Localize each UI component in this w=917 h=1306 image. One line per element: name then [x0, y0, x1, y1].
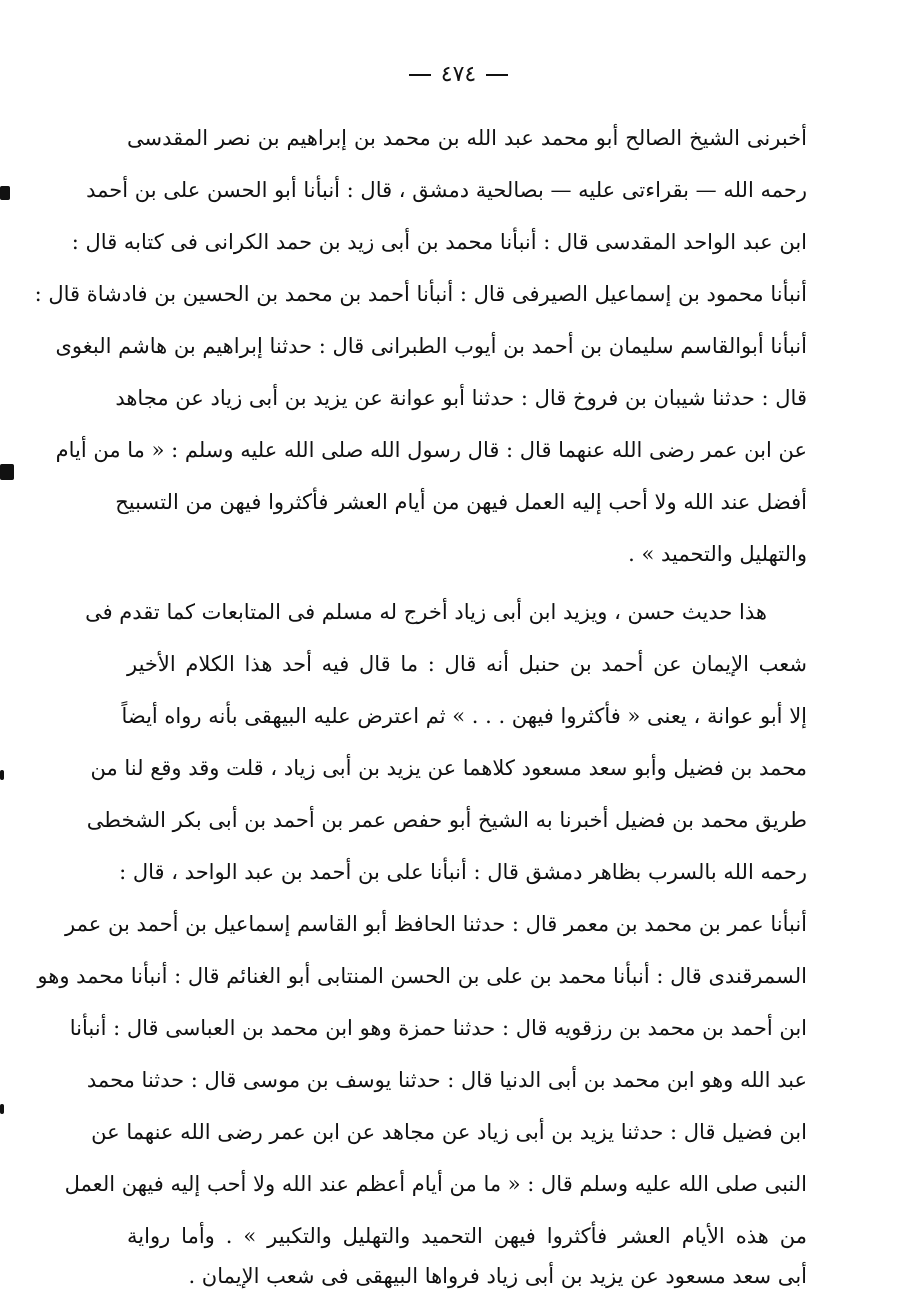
text-line: أنبأنا عمر بن محمد بن معمر قال : حدثنا الحافظ أبو القاسم إسماعيل بن أحمد بن عمر: [65, 912, 807, 936]
text-line: والتهليل والتحميد » .: [628, 542, 807, 566]
text-line: شعب الإيمان عن أحمد بن حنبل أنه قال : ما قال فيه أحد هذا الكلام الأخير: [127, 652, 807, 676]
page-number-dash-right: [486, 74, 508, 76]
text-line: السمرقندى قال : أنبأنا محمد بن على بن الحسن المنتابى أبو الغنائم قال : أنبأنا محمد وهو: [37, 964, 807, 988]
text-line: النبى صلى الله عليه وسلم قال : « ما من أيام أعظم عند الله ولا أحب إليه فيهن العمل: [64, 1172, 807, 1196]
scan-artifact: [0, 770, 4, 780]
text-line: عن ابن عمر رضى الله عنهما قال : قال رسول الله صلى الله عليه وسلم : « ما من أيام: [55, 438, 807, 462]
text-line: عبد الله وهو ابن محمد بن أبى الدنيا قال : حدثنا يوسف بن موسى قال : حدثنا محمد: [86, 1068, 807, 1092]
text-line: أبى سعد مسعود عن يزيد بن أبى زياد فرواها البيهقى فى شعب الإيمان .: [188, 1264, 807, 1288]
text-line: ابن عبد الواحد المقدسى قال : أنبأنا محمد بن أبى زيد بن حمد الكرانى فى كتابه قال :: [71, 230, 807, 254]
text-line: قال : حدثنا شيبان بن فروخ قال : حدثنا أبو عوانة عن يزيد بن أبى زياد عن مجاهد: [115, 386, 807, 410]
text-line: طريق محمد بن فضيل أخبرنا به الشيخ أبو حفص عمر بن أحمد بن أبى بكر الشخطى: [86, 808, 807, 832]
page-number-text: ٤٧٤: [440, 62, 477, 87]
text-line: رحمه الله — بقراءتى عليه — بصالحية دمشق ، قال : أنبأنا أبو الحسن على بن أحمد: [86, 178, 807, 202]
text-line: أخبرنى الشيخ الصالح أبو محمد عبد الله بن محمد بن إبراهيم بن نصر المقدسى: [127, 126, 807, 150]
text-line: إلا أبو عوانة ، يعنى « فأكثروا فيهن . . . » ثم اعترض عليه البيهقى بأنه رواه أيضاً: [121, 704, 807, 728]
text-line: هذا حديث حسن ، ويزيد ابن أبى زياد أخرج له مسلم فى المتابعات كما تقدم فى: [85, 600, 767, 624]
text-line: ابن أحمد بن محمد بن رزقويه قال : حدثنا حمزة وهو ابن محمد بن العباسى قال : أنبأنا: [69, 1016, 807, 1040]
text-line: أفضل عند الله ولا أحب إليه العمل فيهن من أيام العشر فأكثروا فيهن من التسبيح: [115, 490, 807, 514]
text-line: ابن فضيل قال : حدثنا يزيد بن أبى زياد عن مجاهد عن ابن عمر رضى الله عنهما عن: [91, 1120, 807, 1144]
scan-artifact: [0, 1104, 4, 1114]
text-line: رحمه الله بالسرب بظاهر دمشق قال : أنبأنا على بن أحمد بن عبد الواحد ، قال :: [119, 860, 807, 884]
scan-artifact: [0, 464, 14, 480]
text-line: أنبأنا أبوالقاسم سليمان بن أحمد بن أيوب الطبرانى قال : حدثنا إبراهيم بن هاشم البغوى: [55, 334, 807, 358]
text-line: من هذه الأيام العشر فأكثروا فيهن التحميد والتهليل والتكبير » . وأما رواية: [127, 1224, 807, 1248]
text-line: أنبأنا محمود بن إسماعيل الصيرفى قال : أنبأنا أحمد بن محمد بن الحسين بن فادشاة قال :: [34, 282, 807, 306]
page-number-dash-left: [409, 74, 431, 76]
page-number: [0, 62, 917, 87]
text-line: محمد بن فضيل وأبو سعد مسعود كلاهما عن يزيد بن أبى زياد ، قلت وقد وقع لنا من: [90, 756, 807, 780]
scan-artifact: [0, 186, 10, 200]
